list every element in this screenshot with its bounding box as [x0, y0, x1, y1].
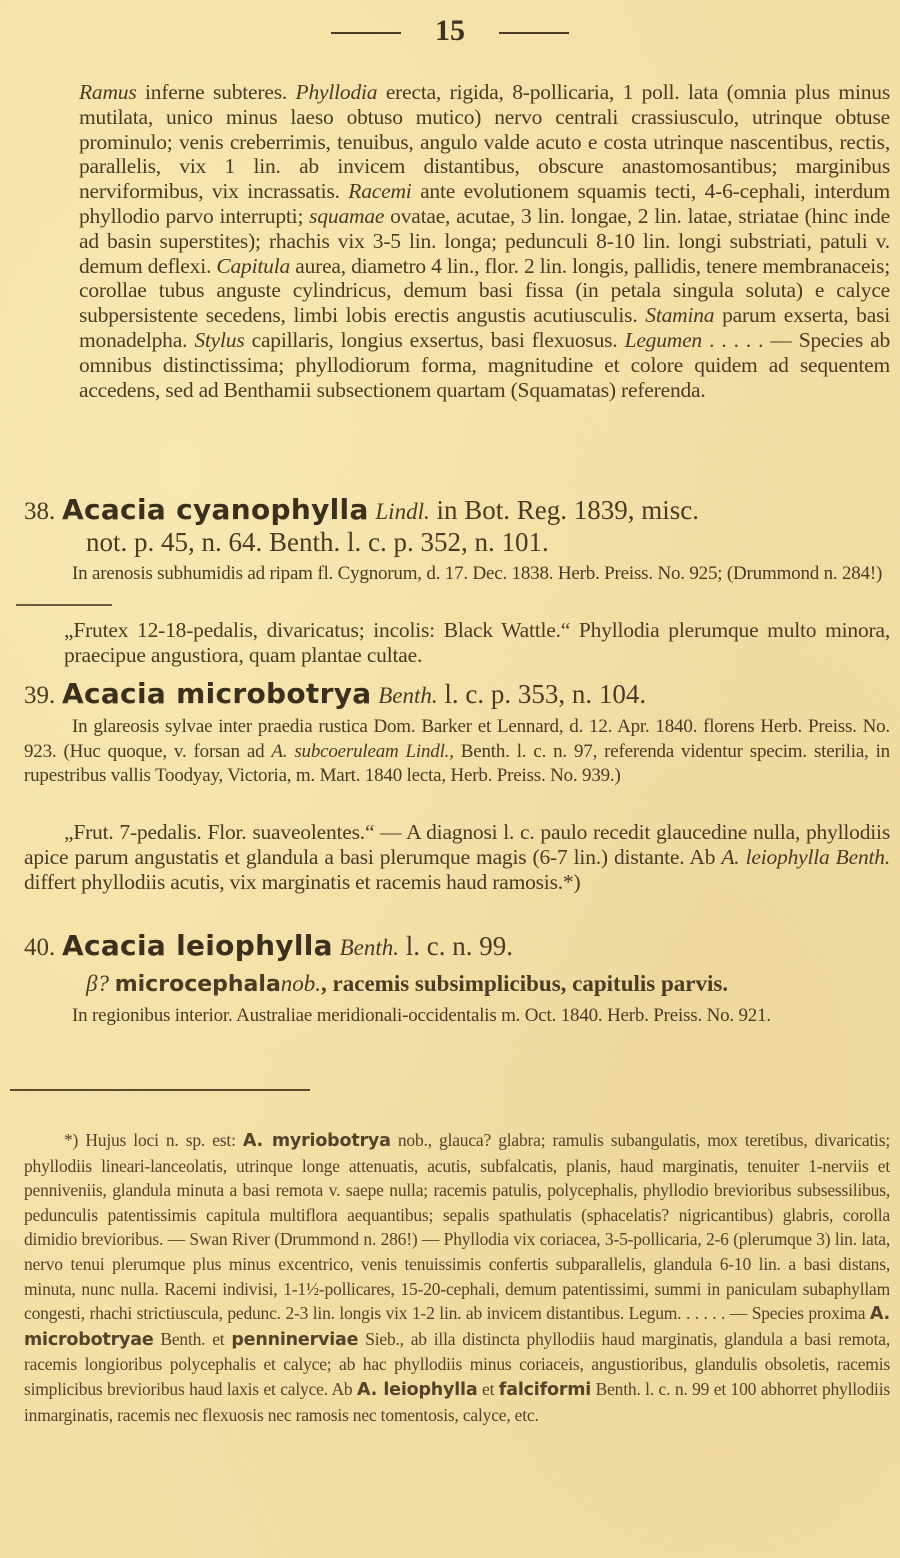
species-40-locality: In regionibus interior. Australiae meridionali-occidentalis m. Oct. 1840. Herb. Preiss. No. 921.	[72, 1005, 771, 1026]
italic-term: Legumen	[624, 327, 702, 352]
text-run: inferne subteres.	[136, 80, 296, 104]
variety-author: nob.	[280, 971, 322, 996]
species-name: Acacia microbotrya	[62, 677, 372, 710]
bold-species-name: penninerviae	[231, 1329, 359, 1350]
handwritten-underline	[16, 604, 112, 606]
variety-description: , racemis subsimplicibus, capitulis parvis.	[321, 971, 729, 996]
italic-term: Phyllodia	[295, 80, 378, 104]
variety-name: microcephala	[114, 972, 281, 997]
text-run: ovatae, acutae, 3 lin. longae, 2 lin. latae, striatae (hinc inde ad basin superstites); rhachis vix 3-5 lin. longa; pedunculi 8-10 lin. longi substriati, patuli v. demum deflexi.	[79, 203, 890, 278]
text-run: Sieb., ab illa distincta phyllodiis haud marginatis, glandula a basi remota, racemis longioribus polycephalis et calyce; ab hac phyllodiis minus coriaceis, angustioribus, glandulis obsoletis, racemis simplicibus brevioribus haud laxis et calyce. Ab	[24, 1328, 890, 1399]
footnote	[24, 1128, 890, 1427]
text-run: erecta, rigida, 8-pollicaria, 1 poll. lata (omnia plus minus mutilata, unico minus laeso obtuso mutico) nervo centrali crassiusculo, utrinque obtuse prominulo; venis creberrimis, tenuibus, angulo valde acuto e costa utrinque nascentibus, rectis, parallelis, vix 1 lin. ab invicem distantibus, obscure anastomosantibus; marginibus nerviformibus, vix incrassatis.	[79, 80, 890, 204]
species-38-notes: „Frutex 12-18-pedalis, divaricatus; incolis: Black Wattle.“ Phyllodia plerumque multo minora, praecipue angustiora, quam plantae cultae.	[64, 618, 890, 667]
italic-term: Stamina	[645, 303, 715, 328]
species-number: 38.	[24, 498, 56, 525]
text-run: nob., glauca? glabra; ramulis subangulatis, mox teretibus, divaricatis; phyllodiis lineari-lanceolatis, utrinque longe attenuatis, acutis, subfalcatis, planis, haud marginatis, tenuiter 1-nerviis et penniveniis, glandula minuta a basi remota v. saepe nulla; racemis patulis, polycephalis, phyllodio brevioribus subsessilibus, pedunculis patentissimis capitula multiflora aequantibus; sepalis spathulatis (sphacelatis? nigricantibus) glabris, corolla dimidio brevioribus. — Swan River (Drummond n. 286!) — Phyllodia vix coriacea, 3-5-pollicaria, 2-6 (plerumque 3) lin. lata, nervo tenui plerumque plus minus excentrico, venis tenuissimis confertis subparallelis, glandula 6-10 lin. a basi distans, minuta, nunc nulla. Racemi indivisi, 1-1½-pollicares, 15-20-cephali, demum patentissimi, summi in paniculam subaphyllam congesti, rhachi strictiuscula, pedunc. 2-3 lin. longis vix 1-2 lin. ab invicem distantibus. Legum. . . . . . — Species proxima	[24, 1130, 890, 1324]
italic-term: squamae	[309, 203, 385, 228]
species-author: Lindl.	[375, 499, 430, 524]
text-run: parum exserta, basi monadelpha.	[79, 303, 891, 352]
species-number: 40.	[24, 934, 56, 961]
footnote-separator	[10, 1089, 310, 1091]
text-run: Benth. l. c. n. 99 et 100 abhorret phyllodiis inmarginatis, racemis nec flexuosis nec ramosis nec tomentosis, calyce, etc.	[24, 1378, 890, 1425]
species-number: 39.	[24, 682, 56, 709]
species-citation: l. c. p. 353, n. 104.	[437, 679, 647, 709]
text-run: ante evolutionem squamis tecti, 4-6-cephali, interdum phyllodio parvo interrupti;	[79, 179, 890, 228]
text-run: . . . . . — Species ab omnibus distinctissima; phyllodiorum forma, magnitudine et colore quidem ad sequentem accedens, sed ad Benthamii subsectionem quartam (Squamatas) referenda.	[79, 327, 890, 402]
text-run: „Frut. 7-pedalis. Flor. suaveolentes.“ — A diagnosi l. c. paulo recedit glaucedine nulla, phyllodiis apice parum angustatis et glandula a basi plerumque magis (6-7 lin.) distante. Ab	[24, 820, 890, 869]
text-run: , Benth. l. c. n. 97, referenda videntur specim. sterilia, in rupestribus vallis Toodyay, Victoria, m. Mart. 1840 lecta, Herb. Preiss. No. 939.)	[24, 740, 890, 787]
species-heading-39	[24, 678, 894, 711]
text-run: Benth. et	[153, 1328, 232, 1349]
species-name: Acacia cyanophylla	[62, 493, 369, 526]
bold-species-name: A. microbotryae	[24, 1304, 890, 1350]
bold-species-name: A. leiophylla	[357, 1379, 478, 1400]
species-heading-40	[24, 930, 894, 963]
italic-term: Ramus	[79, 80, 137, 104]
text-run: differt phyllodiis acutis, vix marginatis et racemis haud ramosis.*)	[24, 869, 581, 894]
italic-term: Capitula	[216, 253, 291, 278]
species-name: Acacia leiophylla	[62, 929, 333, 962]
italic-term: A. subcoeruleam Lindl.	[271, 740, 450, 762]
species-heading-38	[24, 494, 894, 558]
page-header	[0, 14, 900, 48]
header-dash-right	[499, 32, 569, 34]
species-author: Benth.	[339, 935, 399, 960]
text-run: capillaris, longius exsertus, basi flexuosus.	[244, 327, 625, 352]
variety-line	[24, 968, 900, 1000]
bold-species-name: falciformi	[498, 1379, 592, 1400]
species-38-locality: In arenosis subhumidis ad ripam fl. Cygnorum, d. 17. Dec. 1838. Herb. Preiss. No. 925; (Drummond n. 284!)	[72, 563, 883, 584]
species-39-locality	[24, 715, 890, 789]
text-run: In glareosis sylvae inter praedia rustica Dom. Barker et Lennard, d. 12. Apr. 1840. florens Herb. Preiss. No. 923. (Huc quoque, v. forsan ad	[24, 716, 890, 762]
species-citation: in Bot. Reg. 1839, misc.	[429, 495, 699, 525]
species-author: Benth.	[378, 683, 438, 708]
species-citation: l. c. n. 99.	[399, 931, 513, 961]
species-39-notes	[24, 820, 890, 894]
italic-term: Stylus	[194, 327, 245, 352]
italic-term: A. leiophylla Benth.	[721, 844, 890, 869]
variety-prefix: β?	[86, 971, 109, 996]
intro-text	[24, 80, 890, 402]
text-run: *) Hujus loci n. sp. est:	[64, 1130, 243, 1150]
text-run: aurea, diametro 4 lin., flor. 2 lin. longis, pallidis, tenere membranaceis; corollae tubus anguste cylindricus, demum basi fissa (in petala singula soluta) e calyce subpersistente secedens, limbi lobis erectis angustis acutiusculis.	[79, 253, 891, 328]
intro-paragraph	[24, 80, 890, 402]
species-citation-continued: not. p. 45, n. 64. Benth. l. c. p. 352, n. 101.	[86, 527, 549, 557]
page-number: 15	[435, 14, 465, 47]
header-dash-left	[331, 32, 401, 34]
text-run: et	[477, 1378, 499, 1399]
bold-species-name: A. myriobotrya	[242, 1131, 391, 1151]
italic-term: Racemi	[348, 179, 412, 204]
